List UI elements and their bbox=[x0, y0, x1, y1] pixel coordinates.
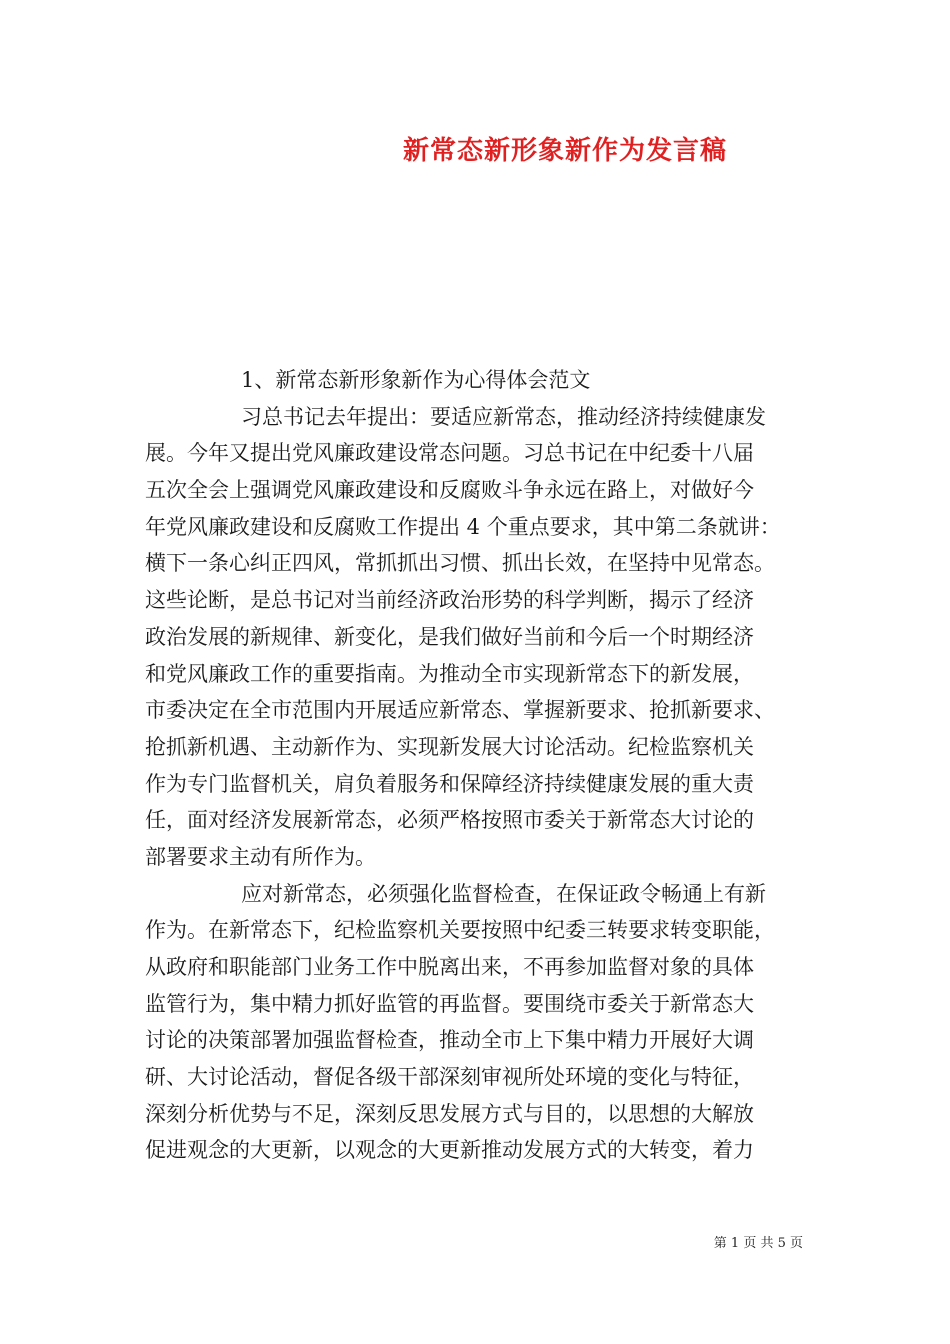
text-line: 1、新常态新形象新作为心得体会范文 bbox=[241, 368, 591, 392]
text-line: 促进观念的大更新，以观念的大更新推动发展方式的大转变，着力 bbox=[145, 1138, 754, 1163]
text-line: 应对新常态，必须强化监督检查，在保证政令畅通上有新 bbox=[241, 881, 766, 906]
text-line: 习总书记去年提出：要适应新常态，推动经济持续健康发 bbox=[241, 404, 766, 429]
document-body bbox=[145, 362, 810, 1169]
text-line: 任，面对经济发展新常态，必须严格按照市委关于新常态大讨论的 bbox=[145, 808, 754, 833]
text-line: 政治发展的新规律、新变化，是我们做好当前和今后一个时期经济 bbox=[145, 624, 754, 649]
text-line: 市委决定在全市范围内开展适应新常态、掌握新要求、抢抓新要求、 bbox=[145, 698, 775, 723]
text-line: 和党风廉政工作的重要指南。为推动全市实现新常态下的新发展， bbox=[145, 661, 754, 686]
text-line: 作为专门监督机关，肩负着服务和保障经济持续健康发展的重大责 bbox=[145, 771, 754, 796]
page-title: 新常态新形象新作为发言稿 bbox=[402, 136, 727, 166]
text-line: 这些论断，是总书记对当前经济政治形势的科学判断，揭示了经济 bbox=[145, 588, 754, 613]
text-line: 部署要求主动有所作为。 bbox=[145, 844, 376, 869]
text-line: 从政府和职能部门业务工作中脱离出来，不再参加监督对象的具体 bbox=[145, 955, 754, 979]
text-line: 讨论的决策部署加强监督检查，推动全市上下集中精力开展好大调 bbox=[145, 1028, 754, 1053]
text-line: 深刻分析优势与不足，深刻反思发展方式与目的，以思想的大解放 bbox=[145, 1101, 754, 1126]
text-line: 作为。在新常态下，纪检监察机关要按照中纪委三转要求转变职能， bbox=[145, 918, 775, 943]
text-line: 展。今年又提出党风廉政建设常态问题。习总书记在中纪委十八届 bbox=[145, 441, 754, 466]
text-line: 五次全会上强调党风廉政建设和反腐败斗争永远在路上，对做好今 bbox=[145, 478, 754, 503]
text-line: 研、大讨论活动，督促各级干部深刻审视所处环境的变化与特征， bbox=[145, 1065, 754, 1090]
text-line: 横下一条心纠正四风，常抓抓出习惯、抓出长效，在坚持中见常态。 bbox=[145, 551, 775, 576]
page-footer: 第 1 页 共 5 页 bbox=[713, 1236, 803, 1251]
text-line: 监管行为，集中精力抓好监管的再监督。要围绕市委关于新常态大 bbox=[145, 991, 754, 1016]
text-line: 抢抓新机遇、主动新作为、实现新发展大讨论活动。纪检监察机关 bbox=[145, 734, 754, 759]
text-line: 年党风廉政建设和反腐败工作提出 4 个重点要求，其中第二条就讲： bbox=[145, 514, 781, 539]
